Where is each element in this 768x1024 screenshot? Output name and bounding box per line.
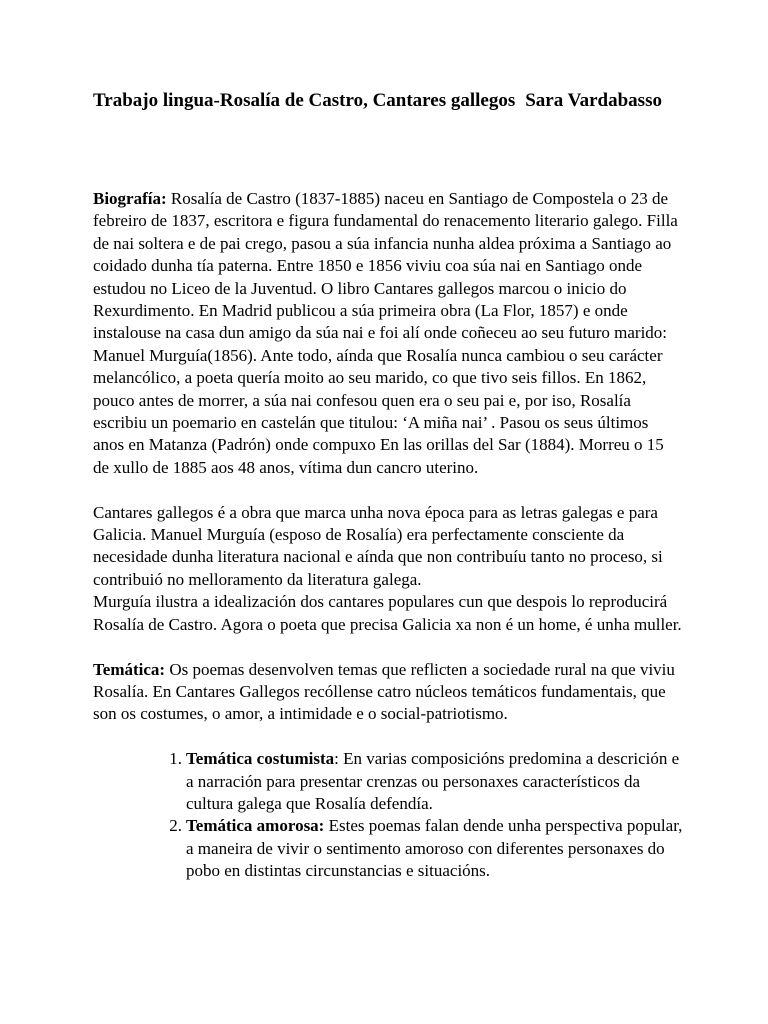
cantares-paragraph-1: Cantares gallegos é a obra que marca unha nova época para as letras galegas e para Galicia. Manuel Murguía (esposo de Rosalía) era perfectamente consciente da necesidade dunha literatura nacional e aínda que non contribuíu tanto no proceso, si contribuió no melloramento da literatura galega. (93, 502, 663, 589)
list-item-number: 2. (169, 816, 182, 836)
paragraph-spacer (93, 479, 683, 501)
theme-text: : En varias composicións predomina a descrición e a narración para presentar crenzas ou personaxes característicos da cultura galega que Rosalía defendía. (186, 749, 680, 813)
tematica-text: Os poemas desenvolven temas que reflicten a sociedade rural na que viviu Rosalía. En Cantares Gallegos recóllense catro núcleos temáticos fundamentais, que son os costumes, o amor, a intimidade e o social-patriotismo. (93, 659, 675, 724)
tematica-paragraph (93, 659, 683, 726)
themes-list (93, 748, 683, 882)
document-body (93, 188, 683, 883)
paragraph-spacer (93, 636, 683, 658)
author-name: Sara Vardabasso (525, 90, 662, 111)
theme-text: Estes poemas falan dende unha perspectiva popular, a maneira de vivir o sentimento amoroso con diferentes personaxes do pobo en distintas circunstancias e situacións. (186, 816, 683, 881)
list-item-number: 1. (169, 749, 182, 769)
biography-label: Biografía: (93, 189, 167, 208)
paragraph-spacer (93, 726, 683, 748)
list-item (169, 748, 683, 815)
document-title (93, 88, 693, 114)
theme-label: Temática amorosa: (186, 816, 325, 836)
biography-paragraph (93, 188, 683, 479)
theme-label: Temática costumista (186, 749, 335, 769)
title-text: Trabajo lingua-Rosalía de Castro, Cantares gallegos (93, 90, 516, 111)
cantares-paragraph-2: Murguía ilustra a idealización dos cantares populares cun que despois lo reproducirá Rosalía de Castro. Agora o poeta que precisa Galicia xa non é un home, é unha muller. (93, 592, 682, 634)
biography-text: Rosalía de Castro (1837-1885) naceu en Santiago de Compostela o 23 de febreiro de 1837, escritora e figura fundamental do renacemento literario galego. Filla de nai soltera e de pai crego, pasou a súa infancia nunha aldea próxima a Santiago ao coidado dunha tía paterna. Entre 1850 e 1856 viviu coa súa nai en Santiago onde estudou no Liceo de la Juventud. O libro Cantares gallegos marcou o inicio do Rexurdimento. En Madrid publicou a súa primeira obra (La Flor, 1857) e onde instalouse na casa dun amigo da súa nai e foi alí onde coñeceu ao seu futuro marido: Manuel Murguía(1856). Ante todo, aínda que Rosalía nunca cambiou o seu carácter melancólico, a poeta quería moito ao seu marido, co que tivo seis fillos. En 1862, pouco antes de morrer, a súa nai confesou quen era o seu pai e, por iso, Rosalía escribiu un poemario en castelán que titulou: ‘A miña nai’ . Pasou os seus últimos anos en Matanza (Padrón) onde compuxo En las orillas del Sar (1884). Morreu o 15 de xullo de 1885 aos 48 anos, vítima dun cancro uterino. (93, 189, 678, 477)
tematica-label: Temática: (93, 659, 166, 679)
list-item (169, 815, 683, 882)
